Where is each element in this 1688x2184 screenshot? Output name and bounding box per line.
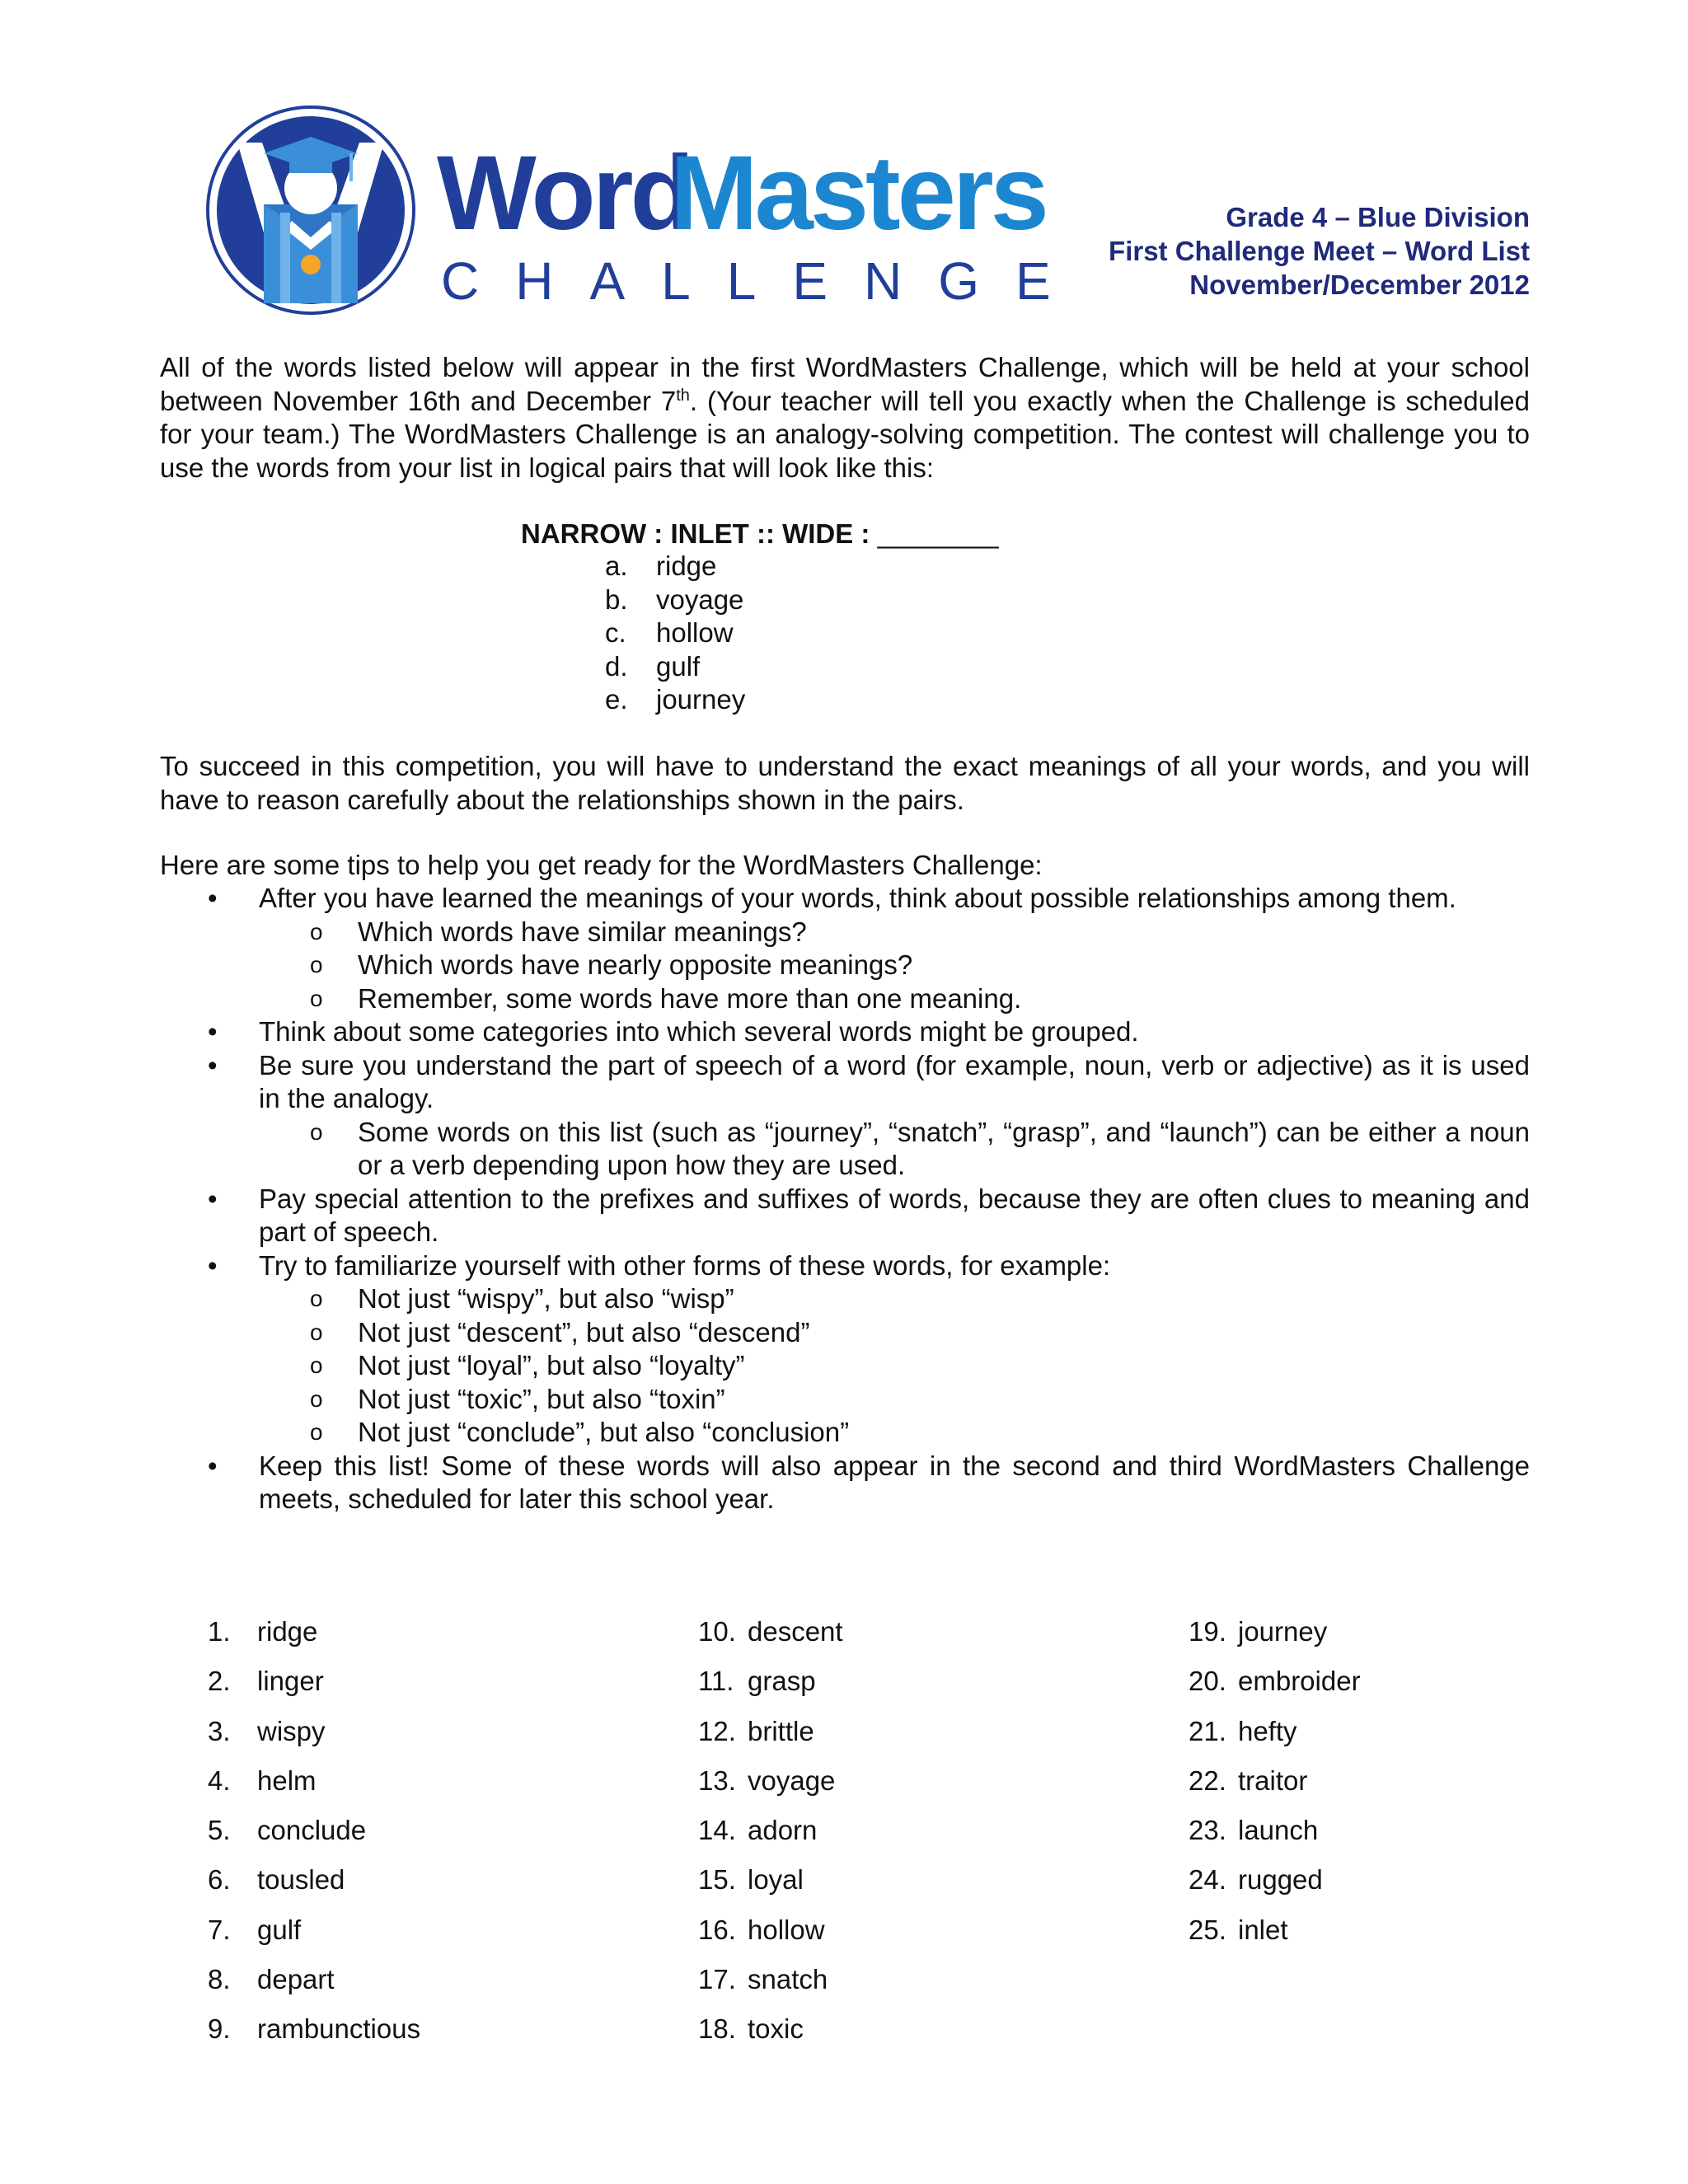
word-list-item [1189,1615,1361,1665]
tip-subitem-text: Not just “wispy”, but also “wisp” [358,1283,734,1314]
word-list-item [208,1814,420,1863]
word-number: 22. [1189,1765,1226,1796]
word-text: voyage [748,1765,836,1796]
choice-text: hollow [656,617,734,648]
word-text: embroider [1238,1666,1361,1697]
bullet-icon: • [208,1183,218,1214]
analogy-choice [605,683,745,717]
meet-date: November/December 2012 [1189,269,1530,300]
word-text: conclude [257,1815,367,1846]
word-list-column-2 [698,1615,843,2063]
tip-item [160,1015,1530,1049]
sub-bullet-icon: o [310,952,323,977]
word-text: toxic [748,2013,804,2045]
word-number: 17. [698,1964,736,1995]
tip-subitem-text: Remember, some words have more than one meaning. [358,982,1022,1014]
logo-masters: Masters [670,134,1046,252]
word-list-item [698,1765,843,1814]
word-number: 3. [208,1715,231,1746]
tip-subitem [160,916,1530,949]
intro-text-2: . (Your teacher will tell you exactly when the Challenge is scheduled for your team.) The WordMasters Challenge is an analogy-solving competition. The contest will challenge you to use the words from your list in logical pairs that will look like this: [160,385,1530,483]
word-list-item [208,1863,420,1913]
word-text: snatch [748,1964,828,1995]
tip-subitem-text: Not just “conclude”, but also “conclusion” [358,1417,850,1447]
word-number: 5. [208,1815,231,1846]
sub-bullet-icon: o [310,1319,323,1345]
word-number: 4. [208,1765,231,1796]
word-list-item [1189,1914,1361,1963]
tip-text: Keep this list! Some of these words will also appear in the second and third WordMasters Challenge meets, scheduled for later this school year. [259,1450,1530,1514]
choice-letter: e. [605,684,628,715]
tip-item [160,1049,1530,1116]
competition-paragraph: To succeed in this competition, you will have to understand the exact meanings of all your words, and you will have to reason carefully about the relationships shown in the pairs. [160,751,1530,815]
tips-list [160,882,1530,1516]
word-number: 25. [1189,1914,1226,1945]
word-text: grasp [748,1666,816,1697]
grade-division: Grade 4 – Blue Division [1226,202,1530,232]
choice-text: voyage [656,583,744,615]
bullet-icon: • [208,1249,218,1281]
word-number: 2. [208,1666,231,1697]
analogy-choice [605,650,745,684]
tip-subitem [160,1282,1530,1316]
tip-text: Be sure you understand the part of speech of a word (for example, noun, verb or adjective) as it is used in the analogy. [259,1049,1530,1113]
word-number: 15. [698,1864,736,1896]
word-number: 20. [1189,1666,1226,1697]
word-text: helm [257,1765,316,1796]
word-list-item [698,1715,843,1765]
choice-text: gulf [656,650,701,682]
tip-subitem [160,1416,1530,1450]
logo-word: Word [437,134,692,252]
sub-bullet-icon: o [310,1286,323,1311]
word-text: descent [748,1616,843,1647]
word-text: traitor [1238,1765,1308,1796]
choice-text: ridge [656,551,717,581]
word-list-item [698,1914,843,1963]
analogy-example [521,518,998,551]
analogy-choices [605,550,745,717]
tip-item [160,1450,1530,1516]
word-number: 21. [1189,1715,1226,1746]
word-list-item [208,1715,420,1765]
tips-intro: Here are some tips to help you get ready for the WordMasters Challenge: [160,850,1043,880]
tip-subitem [160,1316,1530,1350]
word-list [0,1615,1688,2110]
word-list-item [1189,1765,1361,1814]
word-number: 23. [1189,1815,1226,1846]
word-list-item [698,2013,843,2062]
tip-subitem-text: Not just “loyal”, but also “loyalty” [358,1350,745,1380]
word-list-item [1189,1863,1361,1913]
analogy-choice [605,616,745,650]
word-text: tousled [257,1864,345,1896]
sub-bullet-icon: o [310,985,323,1011]
choice-letter: d. [605,650,628,682]
tip-subitem-text: Which words have similar meanings? [358,916,807,947]
word-text: inlet [1238,1914,1288,1945]
word-number: 16. [698,1914,736,1945]
tip-subitem [160,949,1530,982]
intro-paragraph [160,351,1530,485]
choice-text: journey [656,684,746,715]
tip-subitem-text: Not just “toxic”, but also “toxin” [358,1383,725,1414]
sub-bullet-icon: o [310,1385,323,1412]
tip-subitem-text: Not just “descent”, but also “descend” [358,1316,810,1347]
tip-text: Pay special attention to the prefixes and suffixes of words, because they are often clues to meaning and part of speech. [259,1183,1530,1247]
word-number: 12. [698,1715,736,1746]
word-list-item [698,1963,843,2013]
word-list-item [208,2013,420,2062]
word-number: 8. [208,1964,231,1995]
word-number: 9. [208,2013,231,2045]
word-list-item [698,1814,843,1863]
word-number: 6. [208,1864,231,1896]
word-list-item [208,1615,420,1665]
tip-subitem-text: Some words on this list (such as “journey”, “snatch”, “grasp”, and “launch”) can be either a noun or a verb depending upon how they are used. [358,1116,1530,1180]
tip-subitem [160,982,1530,1016]
bullet-icon: • [208,883,218,913]
word-list-item [208,1665,420,1714]
header-info [953,200,1530,302]
word-list-item [1189,1665,1361,1714]
word-number: 13. [698,1765,736,1796]
tip-subitem [160,1116,1530,1183]
word-list-item [208,1963,420,2013]
word-text: ridge [257,1616,318,1647]
word-text: brittle [748,1715,814,1746]
word-text: journey [1238,1616,1328,1647]
sub-bullet-icon: o [310,1419,323,1445]
bullet-icon: • [208,1049,218,1080]
tip-item [160,882,1530,916]
tip-subitem-text: Which words have nearly opposite meanings? [358,949,913,980]
tip-text: Think about some categories into which several words might be grouped. [259,1016,1139,1047]
word-text: depart [257,1964,335,1995]
word-list-item [1189,1814,1361,1863]
word-list-item [698,1665,843,1714]
word-number: 24. [1189,1864,1226,1896]
tip-subitem [160,1383,1530,1417]
word-number: 7. [208,1914,231,1945]
wordmasters-logo [206,105,1087,316]
choice-letter: b. [605,583,628,615]
word-list-item [208,1765,420,1814]
word-text: rugged [1238,1864,1323,1896]
word-text: loyal [748,1864,804,1896]
analogy-question: NARROW : INLET :: WIDE : [521,518,878,549]
analogy-choice [605,550,745,583]
logo-challenge: CHALLENGE [441,251,1087,311]
choice-letter: c. [605,617,626,648]
word-text: gulf [257,1914,302,1945]
tip-text: After you have learned the meanings of your words, think about possible relationships among them. [259,883,1456,913]
sub-bullet-icon: o [310,1352,323,1378]
word-text: hefty [1238,1715,1297,1746]
word-list-item [698,1615,843,1665]
word-text: hollow [748,1914,825,1945]
intro-superscript: th [676,386,690,405]
intro-text-1: All of the words listed below will appear in the first WordMasters Challenge, which will be held at your school between November 16th and December 7 [160,352,1530,416]
sub-bullet-icon: o [310,1118,323,1145]
tip-item [160,1183,1530,1249]
word-number: 10. [698,1616,736,1647]
word-text: linger [257,1666,324,1697]
bullet-icon: • [208,1450,218,1481]
choice-letter: a. [605,551,628,581]
analogy-blank: ________ [877,518,999,549]
meet-title: First Challenge Meet – Word List [1109,236,1530,266]
word-list-item [698,1863,843,1913]
word-text: rambunctious [257,2013,421,2045]
tip-item [160,1249,1530,1283]
word-list-column-1 [208,1615,420,2063]
bullet-icon: • [208,1016,218,1047]
tip-text: Try to familiarize yourself with other forms of these words, for example: [259,1249,1111,1281]
word-text: wispy [257,1715,326,1746]
analogy-choice [605,583,745,617]
word-list-item [1189,1715,1361,1765]
word-list-column-3 [1189,1615,1361,1963]
sub-bullet-icon: o [310,918,323,944]
word-text: launch [1238,1815,1319,1846]
word-number: 11. [698,1666,734,1697]
word-number: 19. [1189,1616,1226,1647]
word-number: 1. [208,1616,231,1647]
word-number: 14. [698,1815,736,1846]
word-list-item [208,1914,420,1963]
tip-subitem [160,1349,1530,1383]
word-number: 18. [698,2013,736,2045]
word-text: adorn [748,1815,818,1846]
